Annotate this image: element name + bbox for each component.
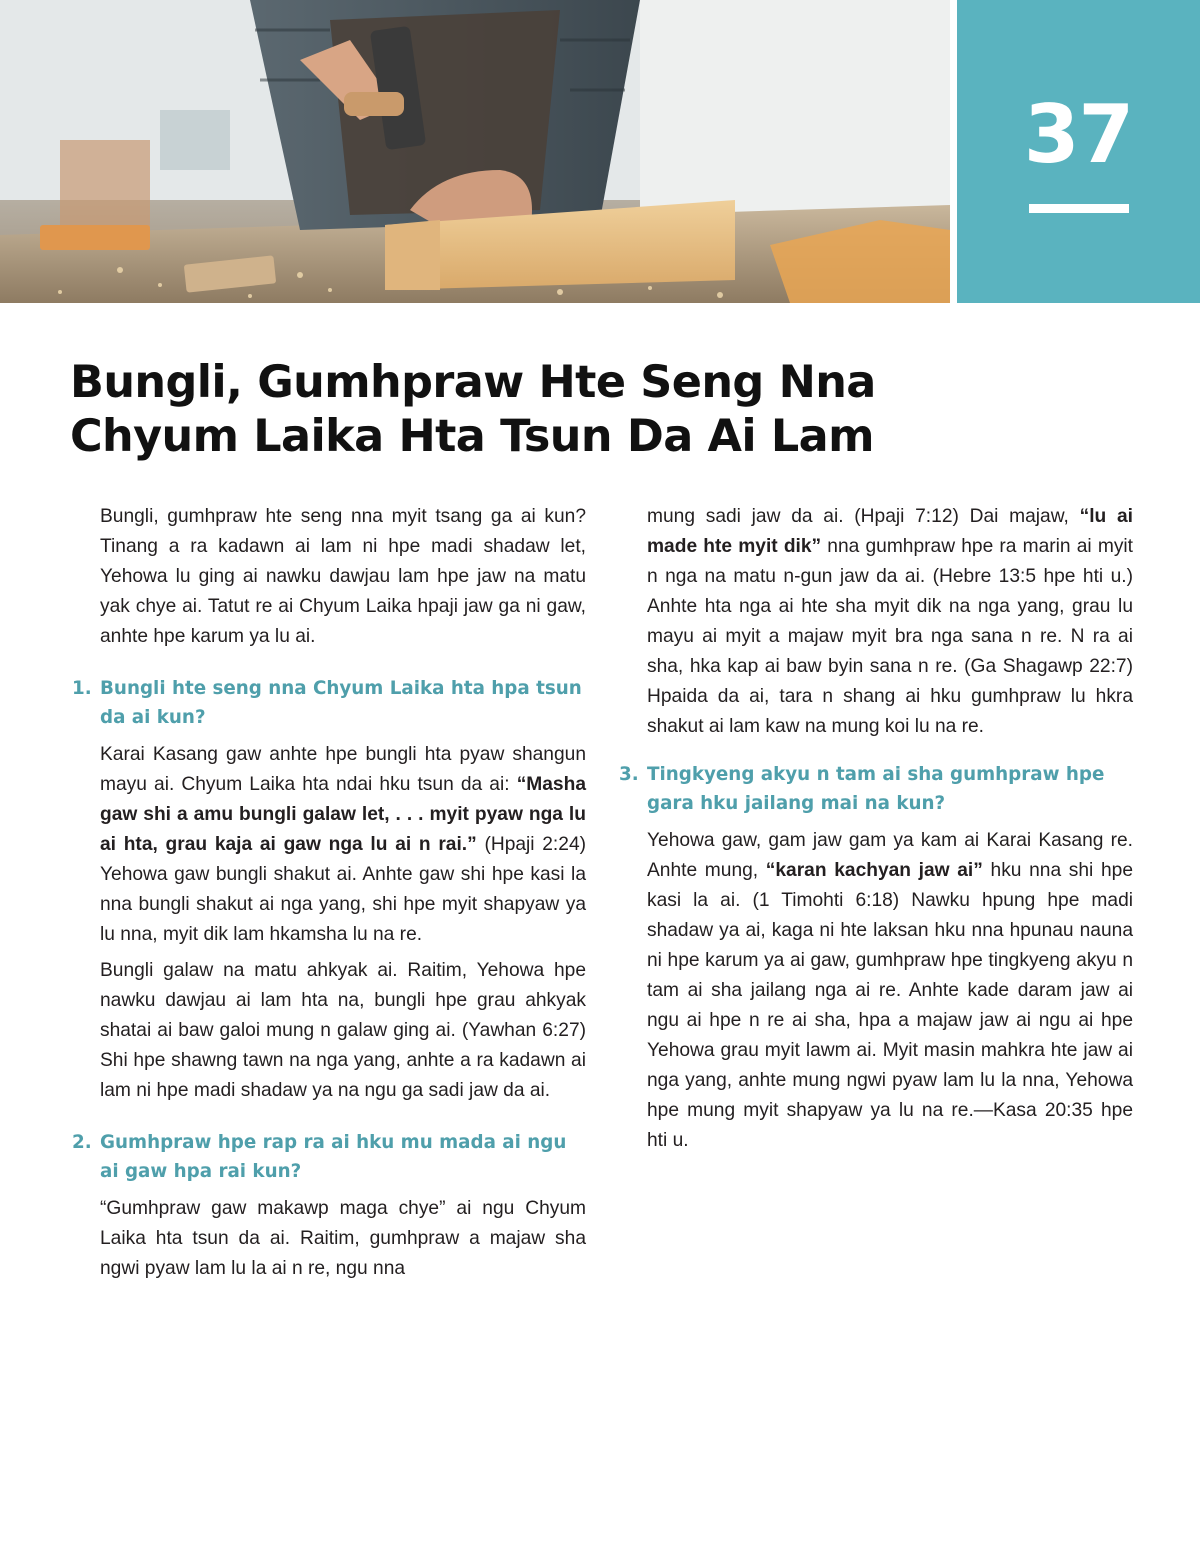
lesson-number-panel bbox=[957, 0, 1200, 303]
question-1-heading bbox=[70, 674, 586, 732]
question-2-number: 2. bbox=[72, 1132, 92, 1153]
question-3-number: 3. bbox=[619, 764, 639, 785]
question-1-number: 1. bbox=[72, 678, 92, 699]
q3-p1-scripture-quote: “karan kachyan jaw ai” bbox=[765, 860, 983, 881]
cont-text-a: mung sadi jaw da ai. (Hpaji 7:12) Dai majaw, bbox=[647, 506, 1080, 527]
carpentry-illustration bbox=[0, 0, 950, 303]
page-title-line-2: Chyum Laika Hta Tsun Da Ai Lam bbox=[70, 411, 874, 462]
page-title bbox=[70, 356, 970, 464]
question-3-heading bbox=[617, 760, 1133, 818]
question-1-text: Bungli hte seng nna Chyum Laika hta hpa tsun da ai kun? bbox=[100, 678, 582, 728]
question-2-paragraph-1: “Gumhpraw gaw makawp maga chye” ai ngu Chyum Laika hta tsun da ai. Raitim, gumhpraw a majaw sha ngwi pyaw lam lu la ai n re, ngu nna bbox=[100, 1198, 586, 1279]
lesson-number-underline bbox=[1029, 204, 1129, 213]
question-3-paragraph-1 bbox=[647, 826, 1133, 1156]
intro-paragraph: Bungli, gumhpraw hte seng nna myit tsang ga ai kun? Tinang a ra kadawn ai lam ni hpe madi shadaw let, Yehowa lu ging ai nawku dawjau lam hpe jaw na matu yak chye ai. Tatut re ai Chyum Laika hpaji jaw ga ni gaw, anhte hpe karum ya lu ai. bbox=[100, 506, 586, 647]
hero-photo-carpenter bbox=[0, 0, 950, 303]
question-1-paragraph-1 bbox=[100, 740, 586, 950]
lesson-number: 37 bbox=[1023, 88, 1134, 181]
q1-p1-text-a: Karai Kasang gaw anhte hpe bungli hta pyaw shangun mayu ai. Chyum Laika hta ndai hku tsun da ai: bbox=[100, 744, 586, 795]
question-2-paragraph-1-continued bbox=[647, 502, 1133, 742]
question-2-heading bbox=[70, 1128, 586, 1186]
left-column bbox=[70, 502, 586, 1284]
right-column bbox=[617, 502, 1133, 1156]
q3-p1-text-a: Yehowa gaw, gam jaw gam ya kam ai Karai Kasang re. Anhte mung, bbox=[647, 830, 1133, 881]
q1-p1-text-b: (Hpaji 2:24) Yehowa gaw bungli shakut ai. Anhte gaw shi hpe kasi la nna bungli shakut ai nga yang, shi hpe myit shapyaw ya lu nna, myit dik lam hkamsha lu na re. bbox=[100, 834, 586, 945]
cont-scripture-quote: “lu ai made hte myit dik” bbox=[647, 506, 1133, 557]
question-3-text: Tingkyeng akyu n tam ai sha gumhpraw hpe gara hku jailang mai na kun? bbox=[647, 764, 1105, 814]
question-1-paragraph-2: Bungli galaw na matu ahkyak ai. Raitim, Yehowa hpe nawku dawjau ai lam hta na, bungli hpe grau ahkyak shatai ai baw galoi mung n galaw ging ai. (Yawhan 6:27) Shi hpe shawng tawn na nga yang, anhte a ra kadawn ai lam ni hpe madi shadaw ya na ngu ga sadi jaw da ai. bbox=[100, 960, 586, 1101]
q1-p1-scripture-quote: “Masha gaw shi a amu bungli galaw let, . . . myit pyaw nga lu ai hta, grau kaja ai gaw nga lu ai n rai.” bbox=[100, 774, 586, 855]
page-title-line-1: Bungli, Gumhpraw Hte Seng Nna bbox=[70, 357, 876, 408]
q3-p1-text-b: hku nna shi hpe kasi la ai. (1 Timohti 6:18) Nawku hpung hpe madi shadaw ya ai, kaga ni hte laksan hku nna hpunau nauna ni hpe karum ya ai gaw, gumhpraw hpe tingkyeng akyu n tam ai sha jailang nga ai re. Anhte kade daram jaw ai ngu ai hpe n re ai sha, hpa a majaw jaw ai ngu ai hpe Yehowa grau myit lawm ai. Myit masin mahkra hte jaw ai nga yang, anhte mung ngwi pyaw lam lu la nna, Yehowa hpe mung myit shapyaw ya lu na re.—Kasa 20:35 hpe hti u. bbox=[647, 860, 1133, 1151]
cont-text-b: nna gumhpraw hpe ra marin ai myit n nga na matu n-gun jaw da ai. (Hebre 13:5 hpe hti u.) Anhte hta nga ai hte sha myit dik na nga yang, grau lu mayu ai myit a majaw myit bra nga sana n re. N ra ai sha, hka kap ai baw byin sana n re. (Ga Shagawp 22:7) Hpaida da ai, tara n shang ai hku gumhpraw lu hkra shakut ai lam kaw na mung koi lu na re. bbox=[647, 536, 1134, 737]
question-2-text: Gumhpraw hpe rap ra ai hku mu mada ai ngu ai gaw hpa rai kun? bbox=[100, 1132, 567, 1182]
